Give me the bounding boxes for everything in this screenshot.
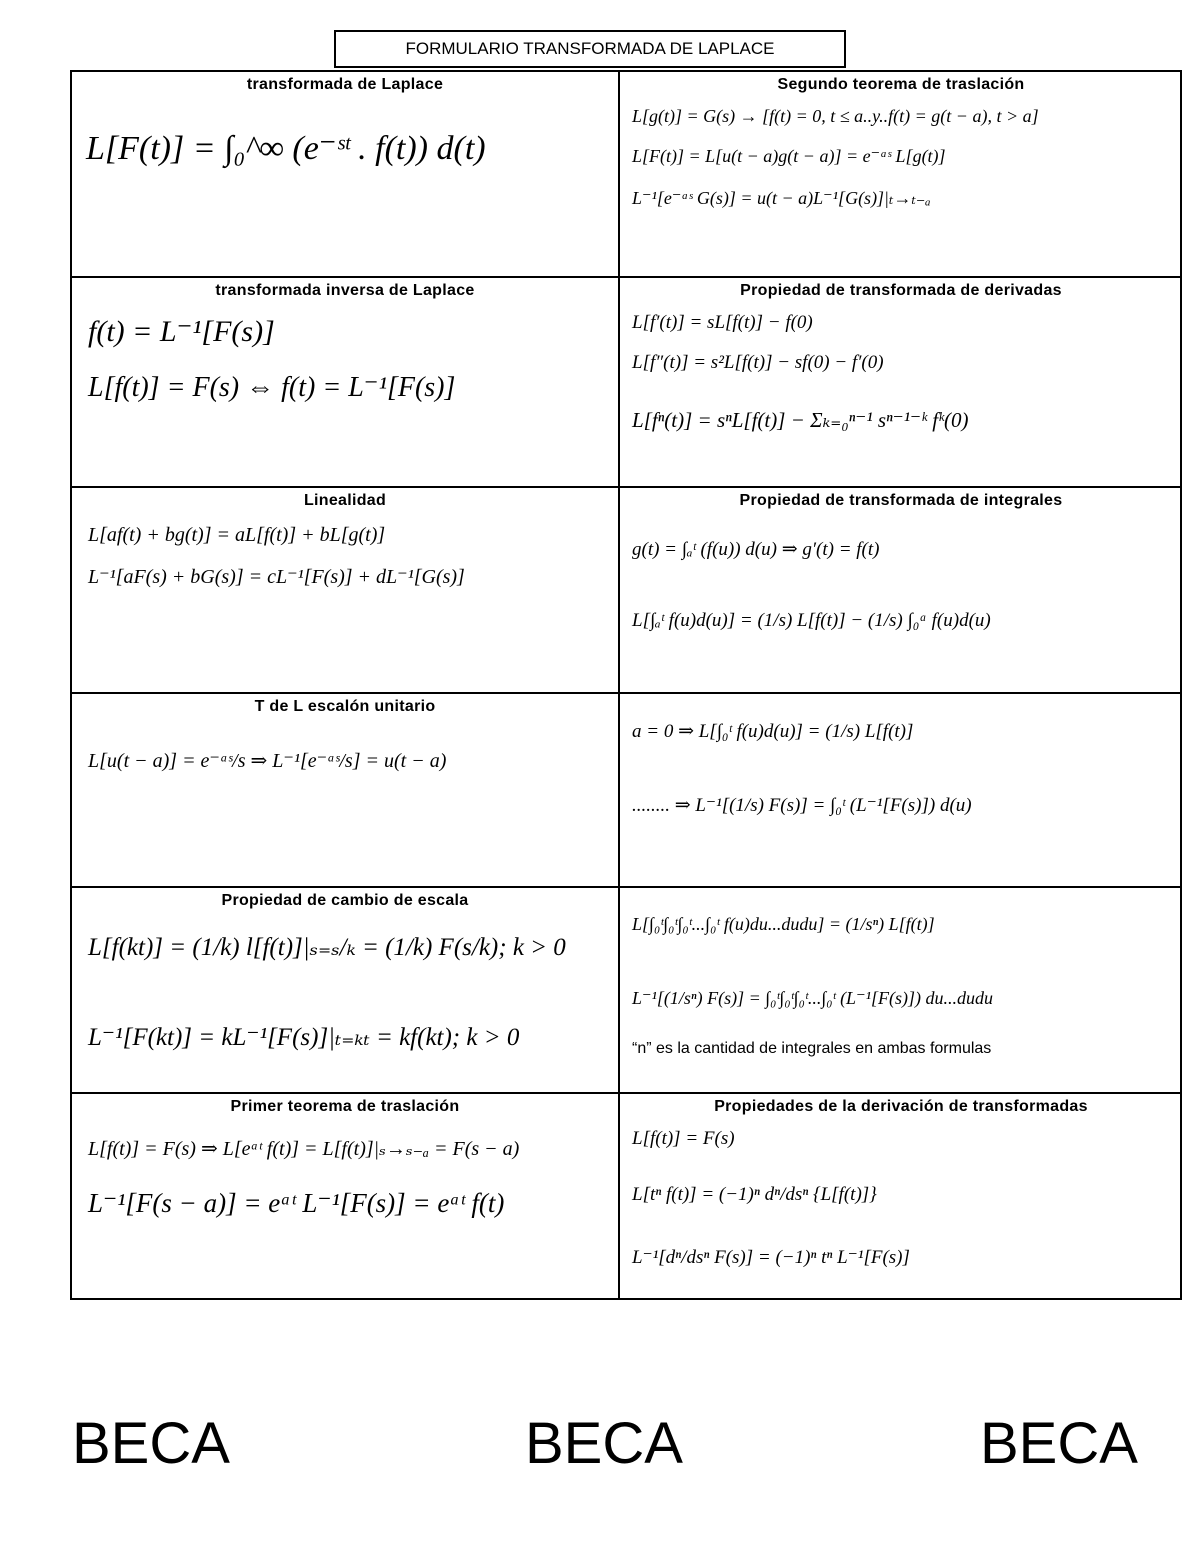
equation: L[f(kt)] = (1/k) l[f(t)]|ₛ₌ₛ/ₖ = (1/k) F(s/k); k > 0: [88, 934, 566, 961]
cell-integrales-cero: [620, 694, 1182, 886]
heading-segundo: Segundo teorema de traslación: [777, 76, 1025, 93]
equation: L[af(t) + bg(t)] = aL[f(t)] + bL[g(t)]: [88, 524, 386, 546]
equation: f(t) = L⁻¹[F(s)]: [88, 315, 275, 348]
heading-escalon: T de L escalón unitario: [254, 698, 436, 715]
equation: a = 0 ⇒ L[∫₀ᵗ f(u)d(u)] = (1/s) L[f(t)]: [632, 721, 914, 742]
equation: L[F(t)] = L[u(t − a)g(t − a)] = e⁻ᵃˢ L[g(t)]: [632, 146, 946, 166]
equation: L⁻¹[e⁻ᵃˢ G(s)] = u(t − a)L⁻¹[G(s)]|ₜ→ₜ₋ₐ: [632, 188, 931, 208]
note-text: “n” es la cantidad de integrales en ambas formulas: [632, 1040, 992, 1057]
heading-linealidad: Linealidad: [303, 492, 387, 509]
cell-segundo: [620, 72, 1182, 276]
equation: L[F(t)] = ∫₀^∞ (e⁻ˢᵗ . f(t)) d(t): [86, 130, 486, 167]
formula-table: [70, 70, 1182, 1300]
equation: L[f(t)] = F(s) ⇔ f(t) = L⁻¹[F(s)]: [88, 372, 456, 403]
heading-escala: Propiedad de cambio de escala: [221, 892, 469, 909]
cell-derivacion: [620, 1094, 1182, 1300]
cell-integrales: [620, 488, 1182, 692]
equation: L[u(t − a)] = e⁻ᵃˢ/s ⇒ L⁻¹[e⁻ᵃˢ/s] = u(t − a): [88, 750, 447, 772]
equation: ........ ⇒ L⁻¹[(1/s) F(s)] = ∫₀ᵗ (L⁻¹[F(s)]) d(u): [632, 795, 972, 816]
footer-beca-left: BECA: [72, 1411, 230, 1476]
heading-derivadas: Propiedad de transformada de derivadas: [740, 282, 1062, 299]
heading-primer: Primer teorema de traslación: [230, 1098, 460, 1115]
equation: L[fⁿ(t)] = sⁿL[f(t)] − Σₖ₌₀ⁿ⁻¹ sⁿ⁻¹⁻ᵏ fᵏ(0): [632, 408, 969, 432]
cell-derivadas: [620, 278, 1182, 486]
equation: g(t) = ∫ₐᵗ (f(u)) d(u) ⇒ g′(t) = f(t): [632, 539, 880, 560]
heading-inversa: transformada inversa de Laplace: [215, 282, 475, 299]
equation: L[f′(t)] = sL[f(t)] − f(0): [632, 312, 813, 333]
equation: L⁻¹[(1/sⁿ) F(s)] = ∫₀ᵗ∫₀ᵗ∫₀ᵗ...∫₀ᵗ (L⁻¹[F(s)]) du...dudu: [632, 988, 993, 1008]
equation: L⁻¹[dⁿ/dsⁿ F(s)] = (−1)ⁿ tⁿ L⁻¹[F(s)]: [632, 1247, 910, 1268]
cell-integrales-multiples: [620, 888, 1182, 1092]
equation: L[f(t)] = F(s): [632, 1128, 735, 1149]
equation: L[∫ₐᵗ f(u)d(u)] = (1/s) L[f(t)] − (1/s) ∫₀ᵃ f(u)d(u): [632, 610, 991, 631]
footer-beca-right: BECA: [980, 1411, 1138, 1476]
heading-integrales: Propiedad de transformada de integrales: [739, 492, 1063, 509]
equation: L[f(t)] = F(s) ⇒ L[eᵃᵗ f(t)] = L[f(t)]|ₛ→ₛ₋ₐ = F(s − a): [88, 1138, 520, 1160]
heading-laplace: transformada de Laplace: [246, 76, 444, 93]
equation: L[f″(t)] = s²L[f(t)] − sf(0) − f′(0): [632, 352, 884, 373]
cell-laplace: [72, 72, 618, 276]
equation: L⁻¹[F(kt)] = kL⁻¹[F(s)]|ₜ₌ₖₜ = kf(kt); k > 0: [88, 1024, 520, 1051]
cell-inversa: [72, 278, 618, 486]
cell-linealidad: [72, 488, 618, 692]
footer-beca-center: BECA: [525, 1411, 683, 1476]
equation: L[∫₀ᵗ∫₀ᵗ∫₀ᵗ...∫₀ᵗ f(u)du...dudu] = (1/sⁿ) L[f(t)]: [632, 914, 935, 934]
heading-derivacion: Propiedades de la derivación de transformadas: [714, 1098, 1088, 1115]
page-title: FORMULARIO TRANSFORMADA DE LAPLACE: [334, 30, 846, 68]
cell-escalon: [72, 694, 618, 886]
cell-escala: [72, 888, 618, 1092]
equation: L[g(t)] = G(s) → [f(t) = 0, t ≤ a..y..f(t) = g(t − a), t > a]: [632, 106, 1039, 126]
equation: L⁻¹[F(s − a)] = eᵃᵗ L⁻¹[F(s)] = eᵃᵗ f(t): [88, 1188, 505, 1218]
equation: L[tⁿ f(t)] = (−1)ⁿ dⁿ/dsⁿ {L[f(t)]}: [632, 1184, 877, 1205]
equation: L⁻¹[aF(s) + bG(s)] = cL⁻¹[F(s)] + dL⁻¹[G(s)]: [88, 566, 465, 588]
cell-primer: [72, 1094, 618, 1300]
